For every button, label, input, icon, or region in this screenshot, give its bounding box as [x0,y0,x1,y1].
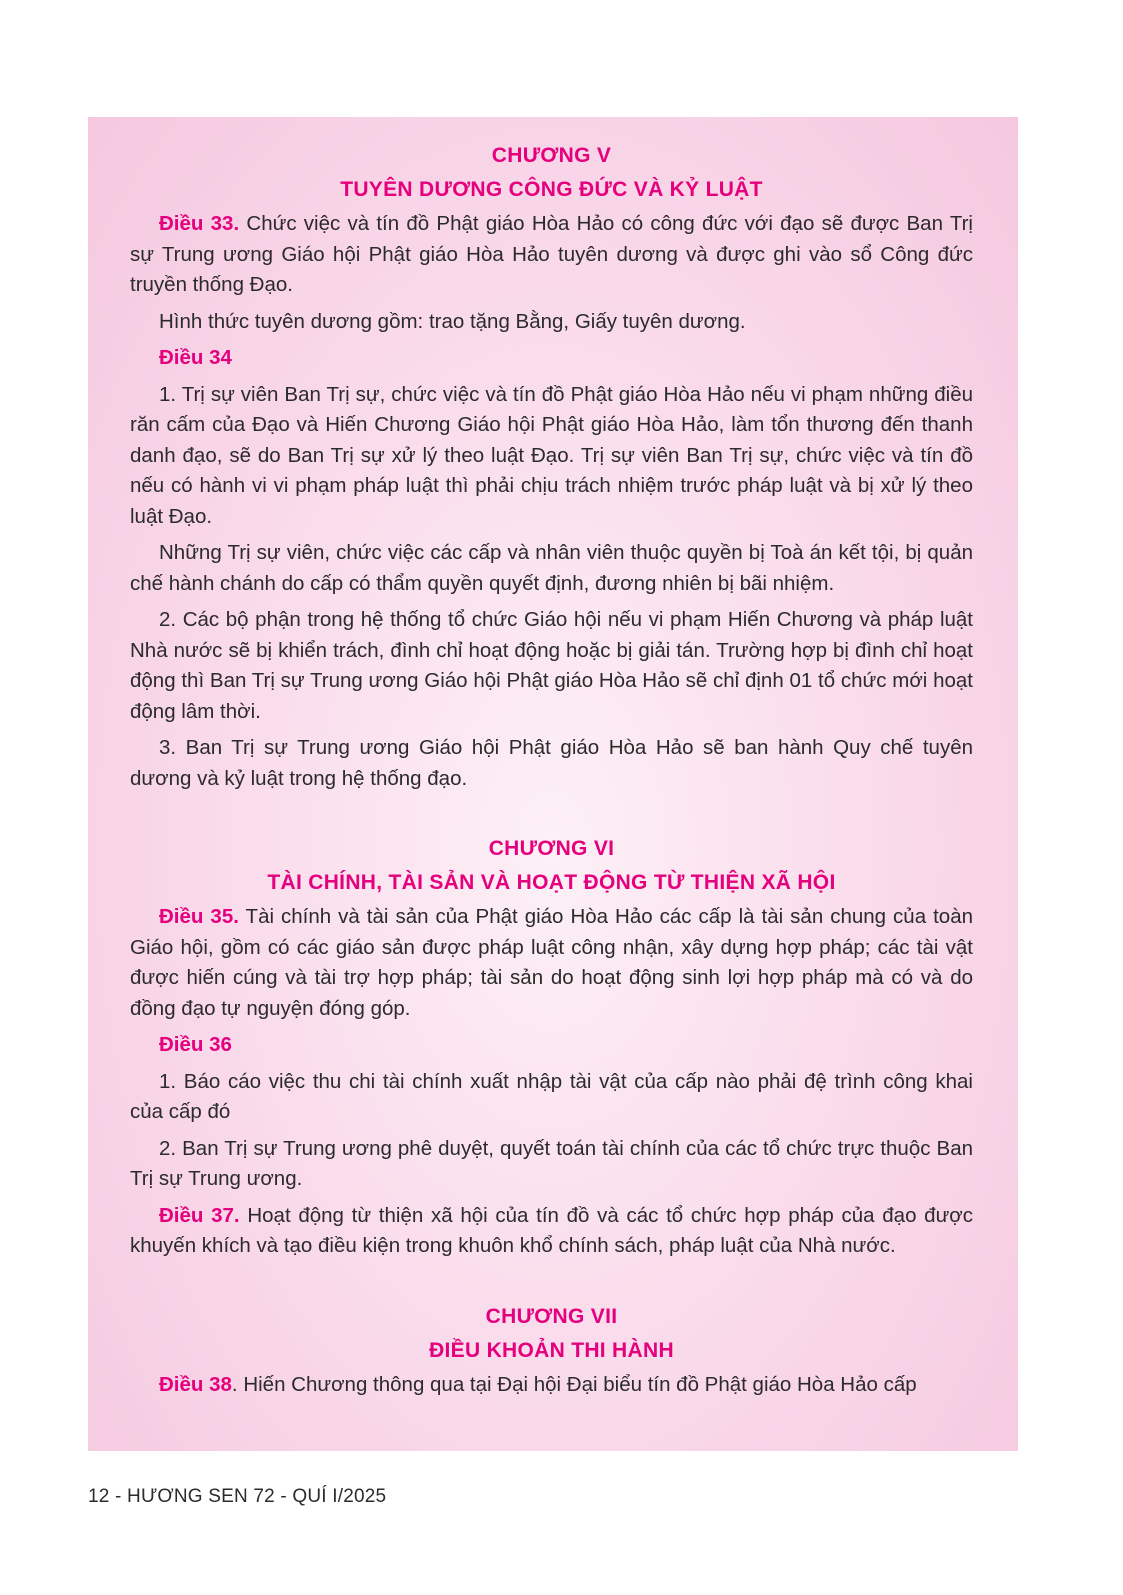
article-38 [130,1370,973,1401]
article-37-label: Điều 37. [159,1203,240,1227]
chapter-6-heading: CHƯƠNG VI [488,837,615,860]
article-36-para-1: 1. Báo cáo việc thu chi tài chính xuất nhập tài vật của cấp nào phải đệ trình công khai của cấp đó [130,1069,973,1123]
article-34-para-3: 2. Các bộ phận trong hệ thống tổ chức Giáo hội nếu vi phạm Hiến Chương và pháp luật Nhà nước sẽ bị khiển trách, đình chỉ hoạt động hoặc bị giải tán. Trường hợp bị đình chỉ hoạt động thì Ban Trị sự Trung ương Giáo hội Phật giáo Hòa Hảo sẽ chỉ định 01 tổ chức mới hoạt động lâm thời. [130,608,973,723]
article-35 [130,902,973,1024]
article-38-text: . Hiến Chương thông qua tại Đại hội Đại biểu tín đồ Phật giáo Hòa Hảo cấp [231,1372,917,1396]
article-34-para-4: 3. Ban Trị sự Trung ương Giáo hội Phật giáo Hòa Hảo sẽ ban hành Quy chế tuyên dương và kỷ luật trong hệ thống đạo. [130,736,973,790]
article-37-text: Hoạt động từ thiện xã hội của tín đồ và các tổ chức hợp pháp của đạo được khuyến khích và tạo điều kiện trong khuôn khổ chính sách, pháp luật của Nhà nước. [130,1203,973,1257]
article-33-label: Điều 33. [159,212,240,235]
article-34-para-2: Những Trị sự viên, chức việc các cấp và nhân viên thuộc quyền bị Toà án kết tội, bị quản chế hành chánh do cấp có thẩm quyền quyết định, đương nhiên bị bãi nhiệm. [130,541,973,595]
article-36-para-2: 2. Ban Trị sự Trung ương phê duyệt, quyết toán tài chính của các tổ chức trực thuộc Ban Trị sự Trung ương. [130,1136,973,1190]
article-34-label: Điều 34 [159,346,232,369]
article-36-label: Điều 36 [159,1033,232,1056]
chapter-7-title: ĐIỀU KHOẢN THI HÀNH [429,1338,674,1362]
page-footer: 12 - HƯƠNG SEN 72 - QUÍ I/2025 [88,1486,387,1507]
article-panel [88,117,1018,1451]
chapter-6-title: TÀI CHÍNH, TÀI SẢN VÀ HOẠT ĐỘNG TỪ THIỆN XÃ HỘI [267,871,836,894]
chapter-5-title: TUYÊN DƯƠNG CÔNG ĐỨC VÀ KỶ LUẬT [340,178,763,201]
chapter-5-heading: CHƯƠNG V [491,144,612,167]
article-35-text: Tài chính và tài sản của Phật giáo Hòa Hảo các cấp là tài sản chung của toàn Giáo hội, gồm có các giáo sản được pháp luật công nhận, xây dựng hợp pháp; các tài vật được hiến cúng và tài trợ hợp pháp; tài sản do hoạt động sinh lợi hợp pháp mà có và do đồng đạo tự nguyện đóng góp. [130,905,973,1020]
chapter-7-heading: CHƯƠNG VII [485,1304,618,1328]
article-content [130,139,973,1406]
article-34-para-1: 1. Trị sự viên Ban Trị sự, chức việc và tín đồ Phật giáo Hòa Hảo nếu vi phạm những điều răn cấm của Đạo và Hiến Chương Giáo hội Phật giáo Hòa Hảo, làm tổn thương đến thanh danh đạo, sẽ do Ban Trị sự xử lý theo luật Đạo. Trị sự viên Ban Trị sự, chức việc và tín đồ nếu có hành vi vi phạm pháp luật thì phải chịu trách nhiệm trước pháp luật và bị xử lý theo luật Đạo. [130,382,973,528]
article-33-text: Chức việc và tín đồ Phật giáo Hòa Hảo có công đức với đạo sẽ được Ban Trị sự Trung ương Giáo hội Phật giáo Hòa Hảo tuyên dương và được ghi vào sổ Công đức truyền thống Đạo. [130,212,973,296]
article-38-label: Điều 38 [159,1372,232,1396]
article-35-label: Điều 35. [159,905,239,928]
article-33 [130,209,973,301]
article-37 [130,1201,973,1262]
article-33-para-2: Hình thức tuyên dương gồm: trao tặng Bằng, Giấy tuyên dương. [159,309,746,333]
